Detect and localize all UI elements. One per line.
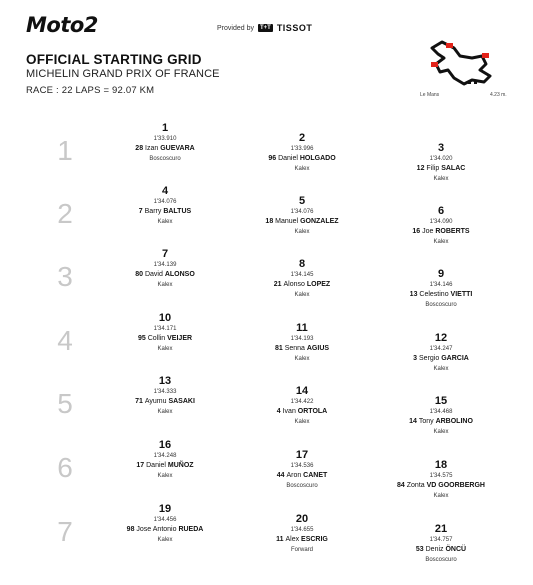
rider-number: 53 <box>415 546 426 553</box>
rider-last-name: ALONSO <box>164 271 195 278</box>
grid-position: 10 <box>158 312 172 324</box>
rider-number: 81 <box>274 345 285 352</box>
grid-position: 7 <box>161 248 169 260</box>
team-name: Forward <box>290 547 313 553</box>
grid-position: 12 <box>434 332 448 344</box>
grid-slot <box>381 332 501 375</box>
sponsor-name: TISSOT <box>276 23 313 33</box>
rider-last-name: SASAKI <box>168 398 195 405</box>
grid-slot <box>242 195 362 238</box>
rider-last-name: RUEDA <box>178 526 204 533</box>
team-name: Kalex <box>294 166 310 172</box>
grid-slot <box>105 375 225 418</box>
grid-slot <box>105 248 225 291</box>
rider-name <box>242 407 362 417</box>
grid-position: 19 <box>158 503 172 515</box>
rider-name <box>381 545 501 555</box>
sector-marker-icon <box>446 43 453 48</box>
rider-last-name: ROBERTS <box>435 228 470 235</box>
grid-slot <box>242 322 362 365</box>
rider-first-name: Sergio <box>419 355 442 362</box>
team-name: Kalex <box>433 366 449 372</box>
rider-number: 18 <box>265 218 276 225</box>
grid-slot <box>381 268 501 311</box>
grid-position: 18 <box>434 459 448 471</box>
grid-row-number: 7 <box>57 516 73 547</box>
team-name: Kalex <box>294 292 310 298</box>
team-name: Kalex <box>433 493 449 499</box>
grid-position: 6 <box>437 205 445 217</box>
rider-last-name: GUEVARA <box>160 145 195 152</box>
rider-name <box>105 461 225 471</box>
lap-time: 1'33.910 <box>153 136 177 142</box>
rider-number: 71 <box>135 398 145 405</box>
grid-position: 15 <box>434 395 448 407</box>
event-name: MICHELIN GRAND PRIX OF FRANCE <box>26 68 220 80</box>
team-name: Kalex <box>294 419 310 425</box>
lap-time: 1'34.193 <box>290 336 314 342</box>
lap-time: 1'34.757 <box>429 537 453 543</box>
grid-slot <box>105 312 225 355</box>
rider-name <box>105 525 225 535</box>
rider-name <box>242 344 362 354</box>
rider-first-name: Ivan <box>282 408 298 415</box>
rider-first-name: Joe <box>422 228 436 235</box>
grid-position: 17 <box>295 449 309 461</box>
lap-time: 1'34.145 <box>290 272 314 278</box>
team-name: Boscoscuro <box>425 557 457 563</box>
rider-name <box>242 217 362 227</box>
rider-first-name: Deniz <box>425 546 446 553</box>
rider-name <box>242 471 362 481</box>
team-name: Kalex <box>157 537 173 543</box>
rider-number: 16 <box>412 228 423 235</box>
rider-name <box>381 354 501 364</box>
grid-position: 1 <box>161 122 169 134</box>
rider-first-name: Izan <box>145 145 161 152</box>
lap-time: 1'34.076 <box>290 209 314 215</box>
rider-name <box>105 270 225 280</box>
rider-last-name: AGIUS <box>306 345 330 352</box>
team-name: Kalex <box>294 356 310 362</box>
rider-number: 80 <box>135 271 145 278</box>
lap-time: 1'34.468 <box>429 409 453 415</box>
grid-position: 21 <box>434 523 448 535</box>
rider-first-name: Daniel <box>278 155 300 162</box>
lap-time: 1'34.020 <box>429 156 453 162</box>
team-name: Kalex <box>157 282 173 288</box>
rider-number: 14 <box>409 418 419 425</box>
rider-name <box>105 207 225 217</box>
rider-number: 7 <box>138 208 145 215</box>
grid-position: 13 <box>158 375 172 387</box>
rider-number: 4 <box>276 408 283 415</box>
lap-time: 1'34.655 <box>290 527 314 533</box>
rider-name <box>105 334 225 344</box>
rider-first-name: Jose Antonio <box>136 526 179 533</box>
lap-time: 1'33.996 <box>290 146 314 152</box>
grid-slot <box>105 439 225 482</box>
team-name: Kalex <box>157 473 173 479</box>
rider-number: 11 <box>276 536 286 543</box>
sector-marker-icon <box>431 62 438 67</box>
rider-number: 95 <box>137 335 148 342</box>
lap-time: 1'34.171 <box>153 326 177 332</box>
rider-last-name: ARBOLINO <box>435 418 473 425</box>
lap-time: 1'34.247 <box>429 346 453 352</box>
lap-time: 1'34.456 <box>153 517 177 523</box>
grid-row-number: 3 <box>57 261 73 292</box>
rider-number: 21 <box>273 281 284 288</box>
grid-slot <box>242 449 362 492</box>
rider-name <box>381 227 501 237</box>
rider-last-name: VEIJER <box>167 335 193 342</box>
lap-time: 1'34.090 <box>429 219 453 225</box>
grid-row-number: 1 <box>57 135 73 166</box>
rider-first-name: David <box>144 271 165 278</box>
grid-slot <box>242 132 362 175</box>
rider-last-name: ÖNCÜ <box>445 546 467 553</box>
rider-name <box>381 290 501 300</box>
grid-position: 9 <box>437 268 445 280</box>
rider-number: 3 <box>413 355 420 362</box>
sponsor-line <box>217 23 312 33</box>
rider-last-name: LOPEZ <box>306 281 331 288</box>
rider-first-name: Tony <box>418 418 436 425</box>
rider-number: 98 <box>126 526 137 533</box>
grid-slot <box>381 523 501 566</box>
rider-last-name: VIETTI <box>450 291 473 298</box>
map-length: 4.23 m. <box>490 92 507 98</box>
provided-by-label: Provided by <box>217 24 254 32</box>
team-name: Kalex <box>157 346 173 352</box>
rider-number: 12 <box>416 165 427 172</box>
grid-position: 11 <box>296 322 308 334</box>
rider-number: 96 <box>268 155 279 162</box>
rider-last-name: HOLGADO <box>299 155 336 162</box>
grid-slot <box>381 395 501 438</box>
rider-first-name: Barry <box>144 208 164 215</box>
rider-first-name: Collin <box>147 335 168 342</box>
page-title: OFFICIAL STARTING GRID <box>26 52 202 67</box>
rider-last-name: BALTUS <box>163 208 192 215</box>
map-city: Le Mans <box>420 92 440 98</box>
rider-name <box>105 144 225 154</box>
rider-name <box>242 535 362 545</box>
rider-name <box>381 481 501 491</box>
track-map-icon <box>412 34 512 100</box>
grid-slot <box>105 185 225 228</box>
grid-position: 8 <box>298 258 306 270</box>
moto2-logo: Moto2 <box>26 13 98 37</box>
grid-slot <box>242 513 362 556</box>
team-name: Boscoscuro <box>286 483 318 489</box>
rider-first-name: Manuel <box>275 218 301 225</box>
team-name: Kalex <box>157 219 173 225</box>
rider-name <box>242 280 362 290</box>
rider-first-name: Aron <box>286 472 304 479</box>
grid-position: 5 <box>298 195 306 207</box>
rider-last-name: GONZALEZ <box>300 218 339 225</box>
team-name: Boscoscuro <box>149 156 181 162</box>
team-name: Kalex <box>433 239 449 245</box>
lap-time: 1'34.536 <box>290 463 314 469</box>
rider-number: 13 <box>409 291 420 298</box>
lap-time: 1'34.333 <box>153 389 177 395</box>
rider-number: 17 <box>136 462 147 469</box>
grid-slot <box>381 459 501 502</box>
team-name: Kalex <box>433 429 449 435</box>
grid-row-number: 5 <box>57 388 73 419</box>
grid-slot <box>381 142 501 185</box>
rider-last-name: ESCRIG <box>301 536 328 543</box>
grid-position: 14 <box>295 385 309 397</box>
lap-time: 1'34.248 <box>153 453 177 459</box>
grid-position: 4 <box>161 185 169 197</box>
rider-first-name: Zonta <box>406 482 427 489</box>
grid-position: 20 <box>295 513 309 525</box>
grid-slot <box>242 385 362 428</box>
team-name: Kalex <box>294 229 310 235</box>
grid-slot <box>381 205 501 248</box>
rider-first-name: Celestino <box>419 291 451 298</box>
rider-last-name: VD GOORBERGH <box>426 482 485 489</box>
rider-last-name: ORTOLA <box>297 408 328 415</box>
team-name: Boscoscuro <box>425 302 457 308</box>
rider-last-name: CANET <box>303 472 328 479</box>
lap-time: 1'34.422 <box>290 399 314 405</box>
race-info: RACE : 22 LAPS = 92.07 KM <box>26 85 155 96</box>
rider-first-name: Alex <box>285 536 302 543</box>
grid-row-number: 2 <box>57 198 73 229</box>
team-name: Kalex <box>433 176 449 182</box>
lap-time: 1'34.146 <box>429 282 453 288</box>
grid-row-number: 4 <box>57 325 73 356</box>
rider-number: 44 <box>276 472 287 479</box>
rider-first-name: Alonso <box>283 281 307 288</box>
grid-slot <box>242 258 362 301</box>
lap-time: 1'34.076 <box>153 199 177 205</box>
grid-slot <box>105 122 225 165</box>
team-name: Kalex <box>157 409 173 415</box>
lap-time: 1'34.139 <box>153 262 177 268</box>
grid-row-number: 6 <box>57 452 73 483</box>
rider-last-name: GARCIA <box>441 355 469 362</box>
rider-name <box>381 417 501 427</box>
grid-position: 2 <box>298 132 306 144</box>
lap-time: 1'34.575 <box>429 473 453 479</box>
rider-name <box>105 397 225 407</box>
rider-name <box>242 154 362 164</box>
rider-first-name: Filip <box>426 165 442 172</box>
rider-first-name: Senna <box>284 345 307 352</box>
rider-number: 84 <box>397 482 407 489</box>
grid-position: 16 <box>158 439 172 451</box>
tissot-logo-icon: T+T <box>259 25 271 31</box>
rider-first-name: Ayumu <box>144 398 169 405</box>
rider-first-name: Daniel <box>146 462 168 469</box>
rider-last-name: SALAC <box>441 165 466 172</box>
grid-slot <box>105 503 225 546</box>
rider-number: 28 <box>135 145 146 152</box>
grid-position: 3 <box>437 142 445 154</box>
rider-name <box>381 164 501 174</box>
sector-marker-icon <box>482 53 489 58</box>
rider-last-name: MUÑOZ <box>167 462 194 469</box>
